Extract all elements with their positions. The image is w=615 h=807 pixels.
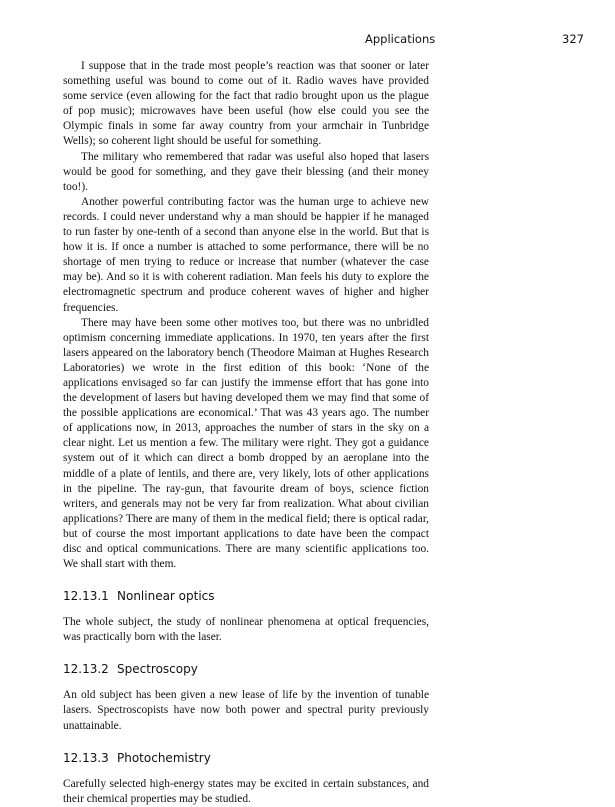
section-title: Spectroscopy	[117, 662, 198, 677]
paragraph: Another powerful contributing factor was the human urge to achieve new records. I could never understand why a man should be happier if he managed to run faster by one-tenth of a second than anyone else in the world. But that is how it is. If once a number is attached to some performance, there will be no shortage of men trying to reduce or increase that number (whatever the case may be). And so it is with coherent radiation. Man feels his duty to explore the electromagnetic spectrum and produce coherent waves of higher and higher frequencies.	[63, 195, 429, 314]
running-head: Applications	[365, 32, 436, 46]
section-number: 12.13.2	[63, 662, 109, 677]
paragraph: I suppose that in the trade most people’s reaction was that sooner or later something useful was bound to come out of it. Radio waves have provided some service (even allowing for the fact that radio brought upon us the plague of pop music); microwaves have been useful (how else could you see the Olympic finals in some far away country from your armchair in Tunbridge Wells); so coherent light should be useful for something.	[63, 60, 429, 148]
section-paragraph: Carefully selected high-energy states may be excited in certain substances, and their chemical properties may be studied.	[63, 777, 429, 805]
paragraph: There may have been some other motives too, but there was no unbridled optimism concerning immediate applications. In 1970, ten years after the first lasers appeared on the laboratory bench (Theodore Maiman at Hughes Research Laboratories) we wrote in the first edition of this book: ‘None of the applications envisaged so far can justify the immense effort that has gone into the development of lasers but having developed them we may find that some of the possible applications are economical.’ That was 43 years ago. The number of applications now, in 2013, approaches the number of stars in the sky on a clear night. Let us mention a few. The military were right. They got a guidance system out of it which can direct a bomb dropped by an aeroplane into the middle of a plate of lentils, and there are, very likely, lots of other applications in the pipeline. The ray-gun, that favourite dream of boys, science fiction writers, and generals may not be very far from realization. What about civilian applications? There are many of them in the medical field; there is optical radar, but of course the most important applications to date have been the compact disc and optical communications. There are many scientific applications too. We shall start with them.	[63, 316, 429, 571]
section-paragraph: An old subject has been given a new lease of life by the invention of tunable lasers. Spectroscopists have now both power and spectral purity previously unattainable.	[63, 689, 429, 732]
section-title: Photochemistry	[117, 750, 211, 765]
paragraph: The military who remembered that radar was useful also hoped that lasers would be good for something, and they gave their blessing (and their money too!).	[63, 150, 429, 193]
page-number: 327	[562, 32, 584, 46]
section-number: 12.13.1	[63, 589, 109, 604]
section-heading-nonlinear-optics	[63, 589, 429, 604]
section-paragraph: The whole subject, the study of nonlinear phenomena at optical frequencies, was practically born with the laser.	[63, 616, 429, 644]
section-number: 12.13.3	[63, 750, 109, 765]
main-text	[63, 59, 429, 807]
section-title: Nonlinear optics	[117, 589, 215, 604]
section-heading-photochemistry	[63, 751, 429, 766]
section-heading-spectroscopy	[63, 662, 429, 677]
